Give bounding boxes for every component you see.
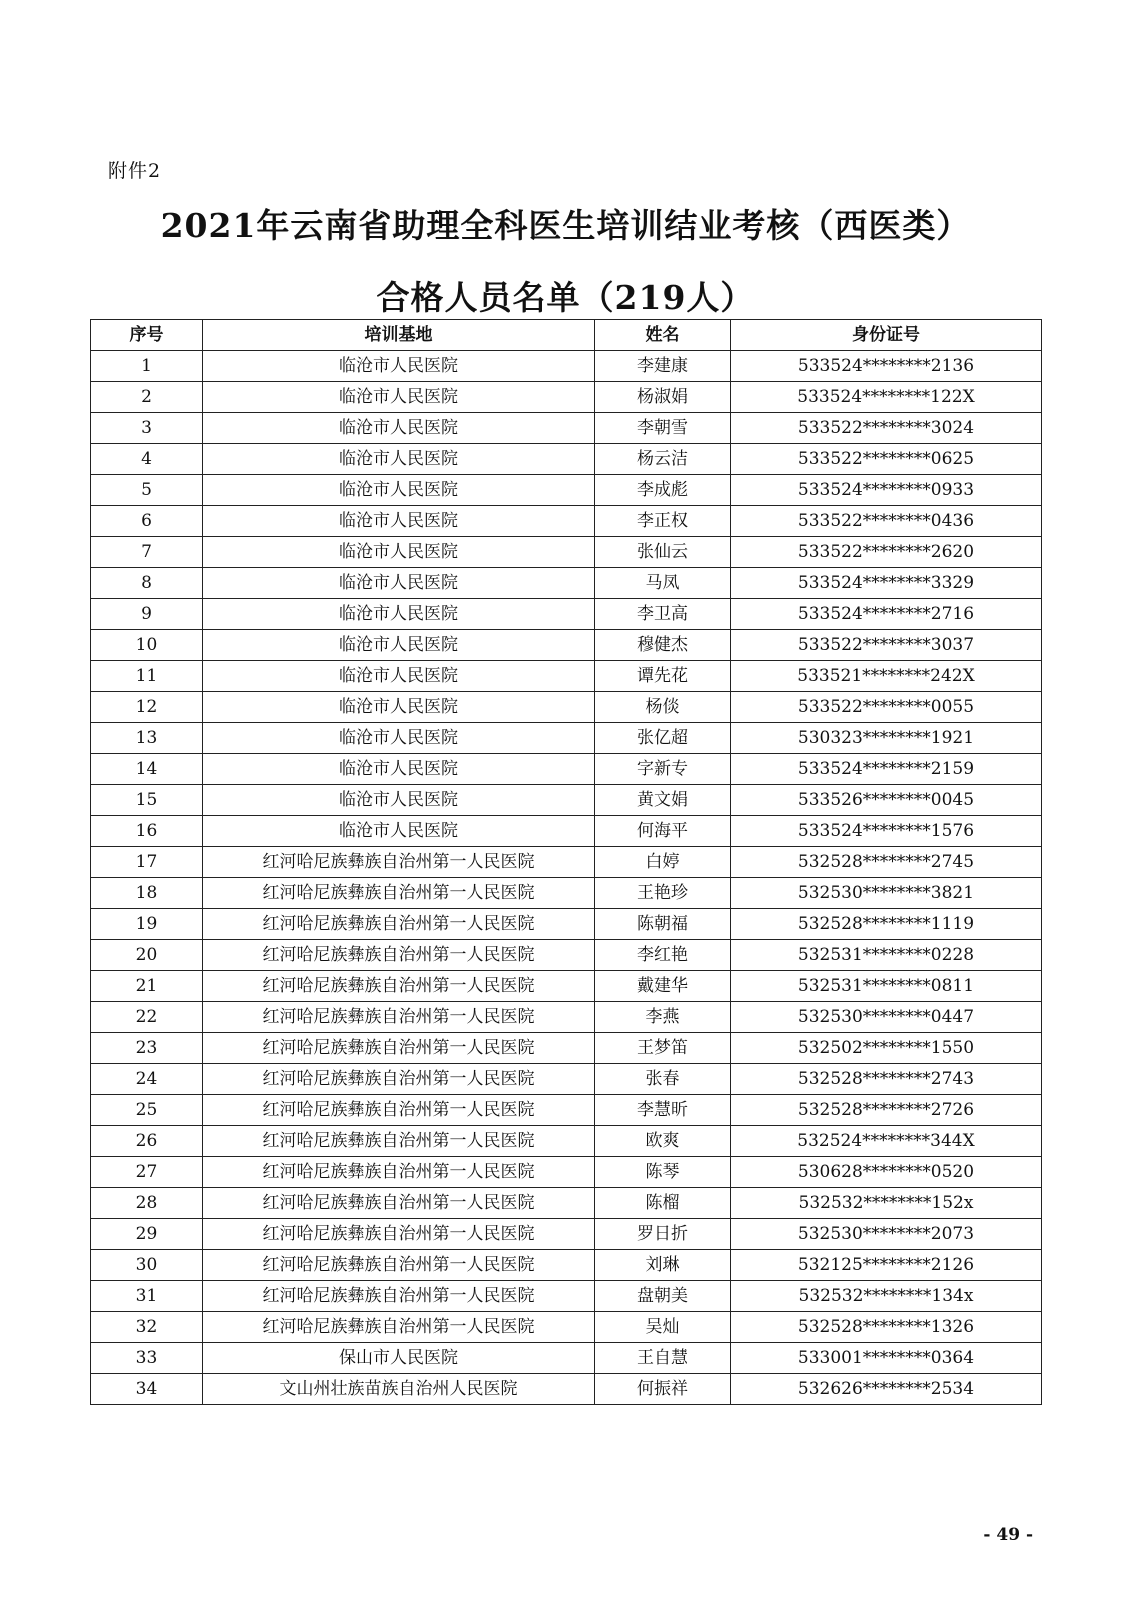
cell-name: 黄文娟 [595,785,731,816]
cell-id-number: 533522********3037 [731,630,1042,661]
cell-index: 28 [91,1188,203,1219]
cell-name: 杨淑娟 [595,382,731,413]
table-body [91,351,1042,1405]
cell-training-base: 红河哈尼族彝族自治州第一人民医院 [203,940,595,971]
cell-training-base: 临沧市人民医院 [203,692,595,723]
cell-name: 戴建华 [595,971,731,1002]
cell-index: 27 [91,1157,203,1188]
cell-id-number: 532524********344X [731,1126,1042,1157]
cell-name: 李成彪 [595,475,731,506]
cell-id-number: 533526********0045 [731,785,1042,816]
cell-training-base: 临沧市人民医院 [203,568,595,599]
cell-id-number: 532528********2745 [731,847,1042,878]
cell-training-base: 红河哈尼族彝族自治州第一人民医院 [203,1281,595,1312]
cell-id-number: 533522********0436 [731,506,1042,537]
cell-id-number: 530323********1921 [731,723,1042,754]
cell-training-base: 红河哈尼族彝族自治州第一人民医院 [203,1188,595,1219]
cell-name: 罗日折 [595,1219,731,1250]
cell-index: 15 [91,785,203,816]
table-row [91,599,1042,630]
cell-training-base: 临沧市人民医院 [203,630,595,661]
cell-training-base: 临沧市人民医院 [203,723,595,754]
cell-index: 25 [91,1095,203,1126]
table-row [91,1250,1042,1281]
cell-index: 17 [91,847,203,878]
table-row [91,816,1042,847]
cell-index: 7 [91,537,203,568]
cell-training-base: 临沧市人民医院 [203,413,595,444]
table-row [91,1157,1042,1188]
cell-index: 1 [91,351,203,382]
table-row [91,847,1042,878]
cell-name: 张亿超 [595,723,731,754]
cell-index: 18 [91,878,203,909]
table-row [91,754,1042,785]
column-header-name: 姓名 [595,320,731,351]
cell-index: 3 [91,413,203,444]
cell-id-number: 532528********2743 [731,1064,1042,1095]
cell-index: 12 [91,692,203,723]
table-row [91,382,1042,413]
cell-index: 21 [91,971,203,1002]
cell-name: 李正权 [595,506,731,537]
table-row [91,630,1042,661]
table-row [91,1188,1042,1219]
cell-name: 王自慧 [595,1343,731,1374]
cell-training-base: 临沧市人民医院 [203,754,595,785]
cell-id-number: 532530********3821 [731,878,1042,909]
cell-training-base: 红河哈尼族彝族自治州第一人民医院 [203,1002,595,1033]
cell-index: 6 [91,506,203,537]
table-row [91,1064,1042,1095]
column-header-id-number: 身份证号 [731,320,1042,351]
document-subtitle: 合格人员名单（219人） [376,278,755,317]
cell-name: 李朝雪 [595,413,731,444]
cell-training-base: 红河哈尼族彝族自治州第一人民医院 [203,1250,595,1281]
cell-name: 欧爽 [595,1126,731,1157]
cell-id-number: 532502********1550 [731,1033,1042,1064]
table-row [91,537,1042,568]
cell-training-base: 红河哈尼族彝族自治州第一人民医院 [203,1095,595,1126]
cell-index: 10 [91,630,203,661]
cell-training-base: 临沧市人民医院 [203,599,595,630]
cell-id-number: 532626********2534 [731,1374,1042,1405]
cell-id-number: 533524********1576 [731,816,1042,847]
table-row [91,475,1042,506]
cell-id-number: 533522********0625 [731,444,1042,475]
cell-index: 16 [91,816,203,847]
table-row [91,413,1042,444]
cell-index: 33 [91,1343,203,1374]
cell-name: 穆健杰 [595,630,731,661]
cell-training-base: 文山州壮族苗族自治州人民医院 [203,1374,595,1405]
cell-training-base: 临沧市人民医院 [203,351,595,382]
column-header-index: 序号 [91,320,203,351]
cell-id-number: 533524********2716 [731,599,1042,630]
table-row [91,1126,1042,1157]
table-row [91,1033,1042,1064]
cell-name: 王艳珍 [595,878,731,909]
cell-training-base: 红河哈尼族彝族自治州第一人民医院 [203,971,595,1002]
cell-name: 吴灿 [595,1312,731,1343]
table-row [91,909,1042,940]
cell-index: 29 [91,1219,203,1250]
table-row [91,692,1042,723]
table-row [91,1095,1042,1126]
cell-index: 9 [91,599,203,630]
cell-index: 23 [91,1033,203,1064]
cell-name: 陈榴 [595,1188,731,1219]
cell-index: 2 [91,382,203,413]
cell-id-number: 533001********0364 [731,1343,1042,1374]
table-row [91,878,1042,909]
cell-training-base: 红河哈尼族彝族自治州第一人民医院 [203,847,595,878]
cell-name: 字新专 [595,754,731,785]
cell-name: 张仙云 [595,537,731,568]
cell-index: 11 [91,661,203,692]
cell-name: 谭先花 [595,661,731,692]
cell-training-base: 临沧市人民医院 [203,537,595,568]
cell-name: 马凤 [595,568,731,599]
column-header-training-base: 培训基地 [203,320,595,351]
cell-id-number: 533522********0055 [731,692,1042,723]
cell-index: 20 [91,940,203,971]
cell-index: 24 [91,1064,203,1095]
cell-name: 李红艳 [595,940,731,971]
cell-training-base: 红河哈尼族彝族自治州第一人民医院 [203,1312,595,1343]
cell-name: 白婷 [595,847,731,878]
table-row [91,940,1042,971]
cell-name: 张春 [595,1064,731,1095]
cell-id-number: 533522********2620 [731,537,1042,568]
cell-name: 王梦笛 [595,1033,731,1064]
cell-id-number: 532528********1326 [731,1312,1042,1343]
cell-id-number: 532528********1119 [731,909,1042,940]
cell-index: 32 [91,1312,203,1343]
table-row [91,785,1042,816]
cell-id-number: 532528********2726 [731,1095,1042,1126]
cell-id-number: 533524********122X [731,382,1042,413]
cell-training-base: 红河哈尼族彝族自治州第一人民医院 [203,1219,595,1250]
cell-id-number: 533524********3329 [731,568,1042,599]
cell-training-base: 红河哈尼族彝族自治州第一人民医院 [203,1064,595,1095]
cell-id-number: 532530********0447 [731,1002,1042,1033]
cell-training-base: 红河哈尼族彝族自治州第一人民医院 [203,1126,595,1157]
cell-name: 刘琳 [595,1250,731,1281]
table-row [91,1374,1042,1405]
cell-index: 30 [91,1250,203,1281]
cell-training-base: 红河哈尼族彝族自治州第一人民医院 [203,1157,595,1188]
cell-id-number: 533521********242X [731,661,1042,692]
cell-index: 31 [91,1281,203,1312]
cell-name: 何海平 [595,816,731,847]
table-row [91,971,1042,1002]
cell-training-base: 红河哈尼族彝族自治州第一人民医院 [203,909,595,940]
cell-id-number: 533524********0933 [731,475,1042,506]
cell-training-base: 临沧市人民医院 [203,475,595,506]
cell-index: 14 [91,754,203,785]
table-row [91,1219,1042,1250]
cell-training-base: 临沧市人民医院 [203,444,595,475]
cell-training-base: 临沧市人民医院 [203,661,595,692]
cell-id-number: 533524********2136 [731,351,1042,382]
table-row [91,444,1042,475]
cell-id-number: 532530********2073 [731,1219,1042,1250]
table-row [91,506,1042,537]
cell-index: 19 [91,909,203,940]
cell-training-base: 红河哈尼族彝族自治州第一人民医院 [203,878,595,909]
cell-name: 李卫高 [595,599,731,630]
cell-id-number: 533524********2159 [731,754,1042,785]
table-row [91,1002,1042,1033]
document-title: 2021年云南省助理全科医生培训结业考核（西医类） [160,206,971,245]
cell-index: 26 [91,1126,203,1157]
table-row [91,1312,1042,1343]
cell-id-number: 532531********0228 [731,940,1042,971]
cell-training-base: 红河哈尼族彝族自治州第一人民医院 [203,1033,595,1064]
page-number: - 49 - [983,1525,1033,1545]
cell-id-number: 532125********2126 [731,1250,1042,1281]
qualified-personnel-table [90,319,1042,1405]
cell-training-base: 保山市人民医院 [203,1343,595,1374]
cell-id-number: 532532********134x [731,1281,1042,1312]
cell-name: 李建康 [595,351,731,382]
cell-name: 盘朝美 [595,1281,731,1312]
table-row [91,723,1042,754]
cell-name: 陈朝福 [595,909,731,940]
cell-index: 8 [91,568,203,599]
cell-name: 李燕 [595,1002,731,1033]
attachment-label: 附件2 [108,160,162,182]
cell-id-number: 533522********3024 [731,413,1042,444]
table-row [91,661,1042,692]
cell-index: 22 [91,1002,203,1033]
cell-index: 4 [91,444,203,475]
cell-id-number: 532532********152x [731,1188,1042,1219]
cell-training-base: 临沧市人民医院 [203,816,595,847]
cell-id-number: 532531********0811 [731,971,1042,1002]
cell-training-base: 临沧市人民医院 [203,506,595,537]
cell-name: 杨云洁 [595,444,731,475]
cell-index: 34 [91,1374,203,1405]
cell-name: 杨倓 [595,692,731,723]
cell-id-number: 530628********0520 [731,1157,1042,1188]
table-row [91,568,1042,599]
table-row [91,1343,1042,1374]
cell-name: 何振祥 [595,1374,731,1405]
cell-index: 5 [91,475,203,506]
cell-index: 13 [91,723,203,754]
cell-name: 陈琴 [595,1157,731,1188]
table-row [91,1281,1042,1312]
cell-training-base: 临沧市人民医院 [203,382,595,413]
table-header-row [91,320,1042,351]
cell-training-base: 临沧市人民医院 [203,785,595,816]
cell-name: 李慧昕 [595,1095,731,1126]
table-row [91,351,1042,382]
